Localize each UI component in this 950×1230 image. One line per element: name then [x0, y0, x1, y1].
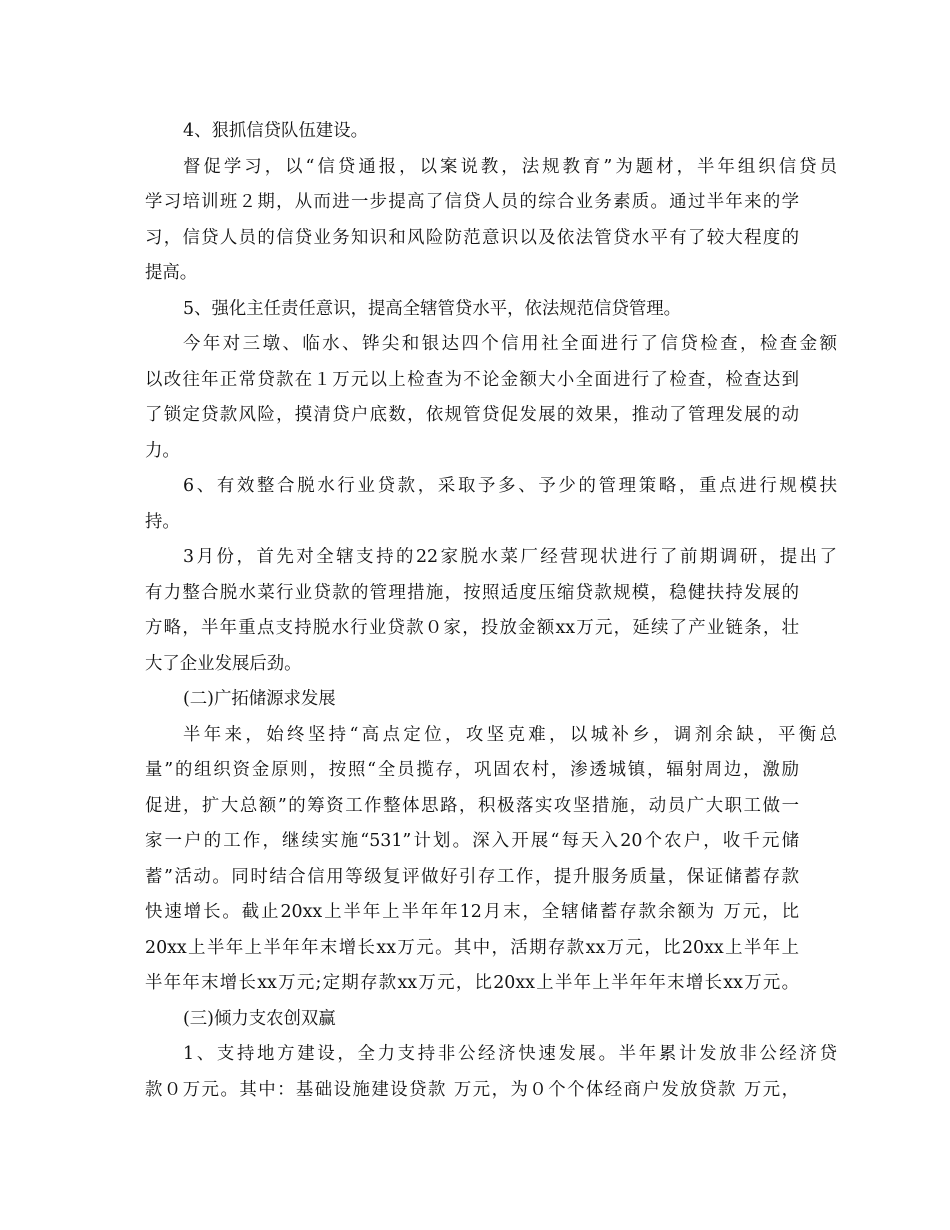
- paragraph-line: 1、支持地方建设，全力支持非公经济快速发展。半年累计发放非公经济贷: [183, 1044, 837, 1064]
- paragraph-line: 方略，半年重点支持脱水行业贷款０家，投放金额xx万元，延续了产业链条，壮: [145, 618, 799, 638]
- paragraph-line: 3月份，首先对全辖支持的22家脱水菜厂经营现状进行了前期调研，提出了: [183, 547, 837, 567]
- paragraph-line: 半年年末增长xx万元;定期存款xx万元，比20xx上半年上半年年末增长xx万元。: [145, 973, 799, 993]
- paragraph-line: 学习培训班２期，从而进一步提高了信贷人员的综合业务素质。通过半年来的学: [145, 192, 799, 212]
- paragraph-line: 快速增长。截止20xx上半年上半年年12月末，全辖储蓄存款余额为 万元，比: [145, 902, 799, 922]
- paragraph-line: 今年对三墩、临水、铧尖和银达四个信用社全面进行了信贷检查，检查金额: [183, 334, 837, 354]
- heading-item-6: 6、有效整合脱水行业贷款，采取予多、予少的管理策略，重点进行规模扶: [183, 476, 837, 496]
- paragraph-line: 督促学习，以“信贷通报，以案说教，法规教育”为题材，半年组织信贷员: [183, 156, 837, 177]
- paragraph-line: 大了企业发展后劲。: [145, 653, 302, 674]
- paragraph-line: 有力整合脱水菜行业贷款的管理措施，按照适度压缩贷款规模，稳健扶持发展的: [145, 582, 799, 603]
- paragraph-line: 促进，扩大总额”的筹资工作整体思路，积极落实攻坚措施，动员广大职工做一: [145, 795, 799, 816]
- section-heading-3: (三)倾力支农创双赢: [183, 1008, 336, 1029]
- paragraph-line: 家一户的工作，继续实施“531”计划。深入开展“每天入20个农户，收千元储: [145, 831, 799, 851]
- paragraph-line: 提高。: [145, 263, 198, 283]
- paragraph-line: 力。: [145, 440, 180, 461]
- paragraph-line: 了锁定贷款风险，摸清贷户底数，依规管贷促发展的效果，推动了管理发展的动: [145, 405, 799, 425]
- heading-item-4: 4、狠抓信贷队伍建设。: [183, 121, 368, 141]
- paragraph-line: 款０万元。其中：基础设施建设贷款 万元，为０个个体经商户发放贷款 万元，: [145, 1079, 799, 1100]
- paragraph-line: 习，信贷人员的信贷业务知识和风险防范意识以及依法管贷水平有了较大程度的: [145, 227, 799, 248]
- heading-item-5: 5、强化主任责任意识，提高全辖管贷水平，依法规范信贷管理。: [183, 298, 682, 319]
- paragraph-line: 20xx上半年上半年年末增长xx万元。其中，活期存款xx万元，比20xx上半年上: [145, 937, 799, 958]
- paragraph-line: 蓄”活动。同时结合信用等级复评做好引存工作，提升服务质量，保证储蓄存款: [145, 866, 799, 887]
- paragraph-line: 半年来，始终坚持“高点定位，攻坚克难，以城补乡，调剂余缺，平衡总: [183, 724, 837, 745]
- paragraph-line: 量”的组织资金原则，按照“全员揽存，巩固农村，渗透城镇，辐射周边，激励: [145, 760, 799, 780]
- paragraph-line: 以改往年正常贷款在１万元以上检查为不论金额大小全面进行了检查，检查达到: [145, 369, 799, 390]
- document-page: [145, 114, 837, 1108]
- paragraph-line: 持。: [145, 511, 180, 532]
- section-heading-2: (二)广拓储源求发展: [183, 689, 336, 709]
